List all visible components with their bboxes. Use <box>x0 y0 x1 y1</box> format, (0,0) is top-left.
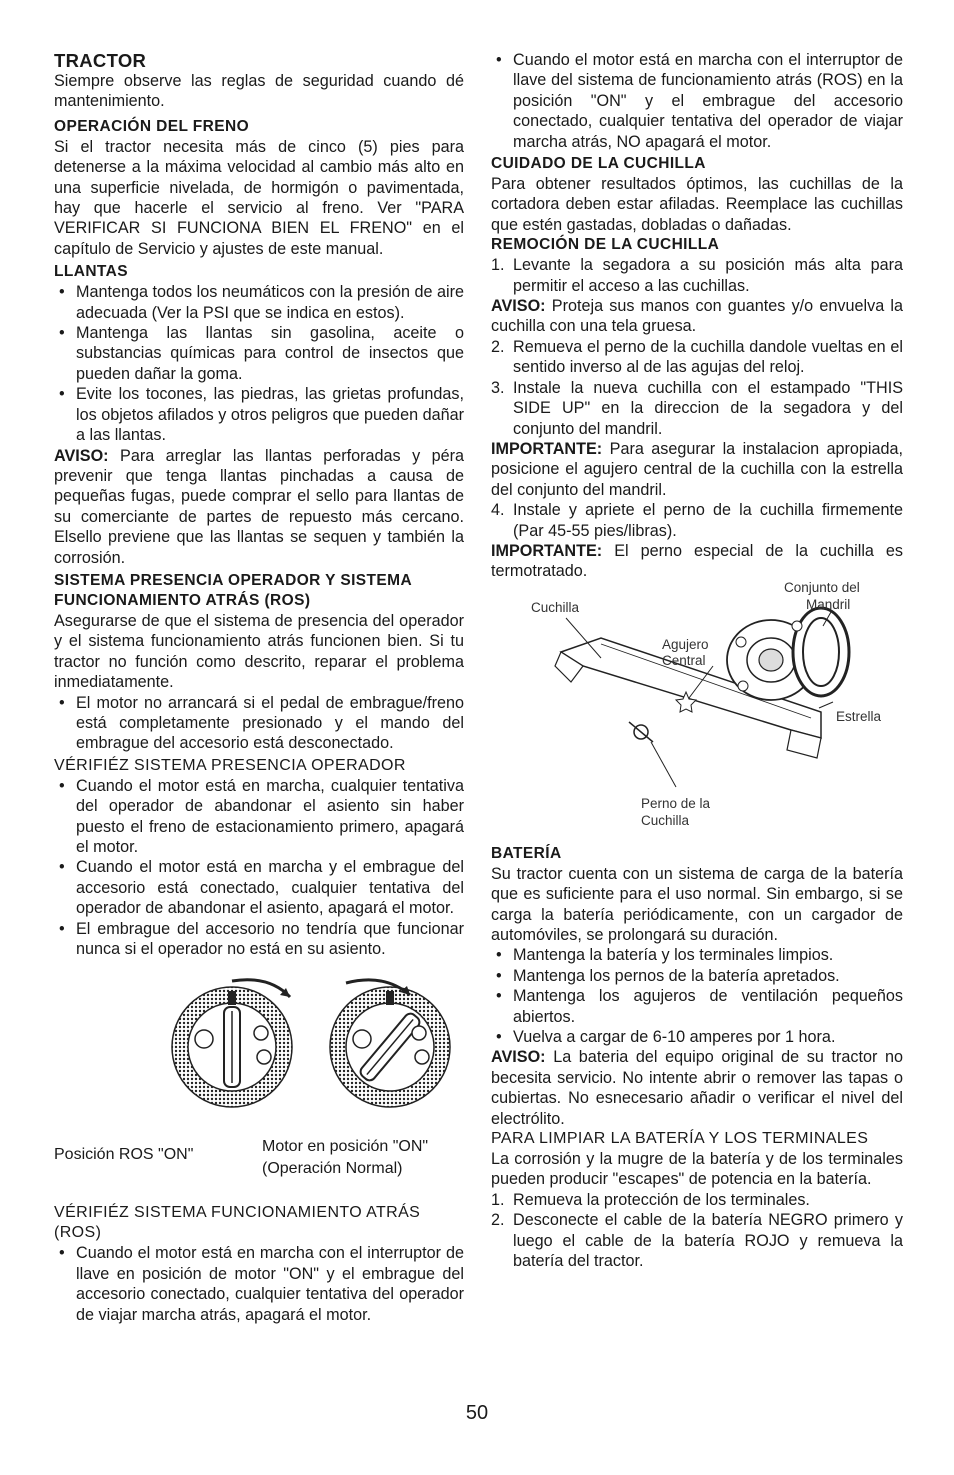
dial-caption-normal: (Operación Normal) <box>262 1160 403 1178</box>
motor-on-dial-icon <box>330 980 450 1107</box>
step-text: Levante la segadora a su posición más alta para permitir el acceso a las cuchillas. <box>513 256 903 295</box>
blade-figure <box>491 579 903 842</box>
label-mandrel-1: Conjunto del <box>784 579 860 595</box>
label-mandrel-2: Mandril <box>806 596 851 612</box>
label-bolt-1: Perno de la <box>641 795 711 811</box>
verify-reverse-list <box>54 1243 464 1325</box>
reverse-list-continued <box>491 50 903 152</box>
list-item: • Mantenga los pernos de la batería apretados. <box>491 966 903 986</box>
verify-reverse-heading: VÉRIFIÉZ SISTEMA FUNCIONAMIENTO ATRÁS (ROS) <box>54 1204 421 1242</box>
ros-text: Asegurarse de que el sistema de presencia del operador y el sistema funcionamiento atrás funcionen bien. Si tu tractor no función como descrito, reparar el problema inmediatamente. <box>54 611 464 692</box>
right-column <box>491 50 903 1271</box>
clean-heading: PARA LIMPIAR LA BATERÍA Y LOS TERMINALES <box>491 1130 869 1148</box>
battery-heading: BATERÍA <box>491 844 562 862</box>
list-item: 2. Remueva el perno de la cuchilla dandole vueltas en el sentido inverso al de las agujas del reloj. <box>491 337 903 377</box>
ros-dial-icon <box>172 980 292 1107</box>
list-item: • Mantenga la batería y los terminales limpios. <box>491 945 903 965</box>
notice-label: AVISO: <box>491 297 546 316</box>
notice-text: Para arreglar las llantas perforadas y péra prevenir que tenga llantas pinchadas a causa de pequeñas fugas, puede comprar el sello para llantas de su comerciante de partes de repuesto más cercano. Elsello previene que las llantas se sequen y también la corrosión. <box>54 446 465 567</box>
ros-heading: SISTEMA PRESENCIA OPERADOR Y SISTEMA FUNCIONAMIENTO ATRÁS (ROS) <box>54 571 412 609</box>
step-text: Desconecte el cable de la batería NEGRO primero y luego el cable de la batería ROJO y remueva la batería del tractor. <box>513 1211 903 1271</box>
battery-notice <box>491 1047 903 1129</box>
clean-text: La corrosión y la mugre de la batería y de los terminales pueden producir "escapes" de potencia en la batería. <box>491 1150 903 1189</box>
step-text: Remueva la protección de los terminales. <box>513 1190 810 1209</box>
ignition-key-dial-icon <box>54 973 464 1123</box>
dial-caption-ros: Posición ROS "ON" <box>54 1146 194 1164</box>
list-item: 4. Instale y apriete el perno de la cuchilla firmemente (Par 45-55 pies/libras). <box>491 501 903 540</box>
step-text: Remueva el perno de la cuchilla dandole vueltas en el sentido inverso al de las agujas del reloj. <box>513 337 903 377</box>
important-label: IMPORTANTE: <box>491 541 603 560</box>
brake-heading: OPERACIÓN DEL FRENO <box>54 117 250 135</box>
blade-steps-c <box>491 500 903 541</box>
list-item: • El motor no arrancará si el pedal de embrague/freno está completamente presionado y el mando del embrague del accesorio está desconectado. <box>54 693 464 754</box>
blade-care-text: Para obtener resultados óptimos, las cuchillas de la cortadora deben estar afiladas. Reemplace las cuchillas que estén gastadas, dobladas o dañadas. <box>491 175 903 234</box>
tires-heading: LLANTAS <box>54 263 128 281</box>
blade-care-heading: CUIDADO DE LA CUCHILLA <box>491 155 706 173</box>
brake-text: Si el tractor necesita más de cinco (5) pies para detenerse a la máxima velocidad al cambio más alto en una superficie nivelada, de hormigón o pavimentada, hay que hacerle el servicio al freno. Ver "PARA VERIFICAR SI FUNCIONA BIEN EL FRENO" en el capítulo de Servicio y ajustes de este manual. <box>54 137 464 258</box>
step-text: Instale y apriete el perno de la cuchilla firmemente (Par 45-55 pies/libras). <box>513 501 903 540</box>
left-column <box>54 50 464 1325</box>
list-item: • El embrague del accesorio no tendría que funcionar nunca si el operador no está en su asiento. <box>54 919 464 960</box>
blade-steps-a <box>491 255 903 296</box>
label-blade: Cuchilla <box>531 599 580 615</box>
step-text: Instale la nueva cuchilla con el estampado "THIS SIDE UP" en la direccion de la segadora y del conjunto del mandril. <box>513 378 903 438</box>
clean-steps <box>491 1190 903 1272</box>
label-hole-1: Agujero <box>662 636 709 652</box>
tractor-intro: Siempre observe las reglas de seguridad cuando dé mantenimiento. <box>54 72 464 111</box>
list-item: • Cuando el motor está en marcha, cualquier tentativa del operador de abandonar el asiento sin haber puesto el freno de estacionamiento primero, apagará el motor. <box>54 776 464 858</box>
tires-list <box>54 282 464 445</box>
list-item: • Mantenga todos los neumáticos con la presión de aire adecuada (Ver la PSI que se indica en estos). <box>54 282 464 323</box>
list-item: • Mantenga los agujeros de ventilación pequeños abiertos. <box>491 986 903 1027</box>
notice-label: AVISO: <box>54 446 109 465</box>
blade-removal-heading: REMOCIÓN DE LA CUCHILLA <box>491 236 720 254</box>
list-item: 3. Instale la nueva cuchilla con el estampado "THIS SIDE UP" en la direccion de la segadora y del conjunto del mandril. <box>491 378 903 438</box>
ignition-dial-figure <box>54 973 464 1203</box>
verify-presence-heading: VÉRIFIÉZ SISTEMA PRESENCIA OPERADOR <box>54 756 406 774</box>
list-item: 1. Remueva la protección de los terminales. <box>491 1190 810 1209</box>
list-item: • Cuando el motor está en marcha y el embrague del accesorio está conectado, cualquier tentativa del operador de abandonar el asiento, apagará el motor. <box>54 857 464 918</box>
list-item: • Cuando el motor está en marcha con el interruptor de llave en posición de motor "ON" y el embrague del accesorio conectado, cualquier tentativa del operador de viajar marcha atrás, apagará el motor. <box>54 1243 464 1325</box>
battery-list <box>491 945 903 1047</box>
label-bolt-2: Cuchilla <box>641 812 690 828</box>
label-star: Estrella <box>836 708 882 724</box>
notice-text: Proteja sus manos con guantes y/o envuelva la cuchilla con una tela gruesa. <box>491 297 903 336</box>
list-item: 1. Levante la segadora a su posición más alta para permitir el acceso a las cuchillas. <box>491 256 903 295</box>
notice-text: La bateria del equipo original de su tractor no becesita servicio. No intente abrir o remover las tapas o cubiertas. No esnecesario añadir o verificar el nivel del electrólito. <box>491 1048 903 1128</box>
ros-list <box>54 693 464 754</box>
list-item: • Mantenga las llantas sin gasolina, aceite o substancias químicas para control de insectos que pueden dañar la goma. <box>54 323 464 384</box>
blade-notice <box>491 296 903 337</box>
blade-steps-b <box>491 337 903 439</box>
important-note-1 <box>491 439 903 500</box>
tires-notice <box>54 446 464 568</box>
verify-presence-list <box>54 776 464 960</box>
tractor-heading: TRACTOR <box>54 50 147 71</box>
battery-text: Su tractor cuenta con un sistema de carga de la batería que es suficiente para el uso normal. Sin embargo, si se carga la batería periódicamente, con un cargador de automóviles, se prolongará su duración. <box>491 864 903 944</box>
important-note-2 <box>491 541 903 582</box>
important-text: Para asegurar la instalacion apropiada, posicione el agujero central de la cuchilla con la estrella del conjunto del mandril. <box>491 439 904 499</box>
important-label: IMPORTANTE: <box>491 439 603 458</box>
important-text: El perno especial de la cuchilla es termotratado. <box>491 541 904 581</box>
list-item: • Vuelva a cargar de 6-10 amperes por 1 hora. <box>491 1027 903 1047</box>
list-item: • Evite los tocones, las piedras, las grietas profundas, los objetos afilados y otros peligros que pueden dañar a las llantas. <box>54 384 464 445</box>
list-item: • Cuando el motor está en marcha con el interruptor de llave del sistema de funcionamiento atrás (ROS) en la posición "ON" y el embrague del accesorio conectado, cualquier tentativa del operador de viajar marcha atrás, NO apagará el motor. <box>491 50 903 152</box>
page-number: 50 <box>465 1402 489 1424</box>
dial-caption-motor: Motor en posición "ON" <box>262 1138 429 1156</box>
list-item: 2. Desconecte el cable de la batería NEGRO primero y luego el cable de la batería ROJO y remueva la batería del tractor. <box>491 1211 903 1271</box>
notice-label: AVISO: <box>491 1048 546 1067</box>
label-hole-2: Central <box>662 652 706 668</box>
